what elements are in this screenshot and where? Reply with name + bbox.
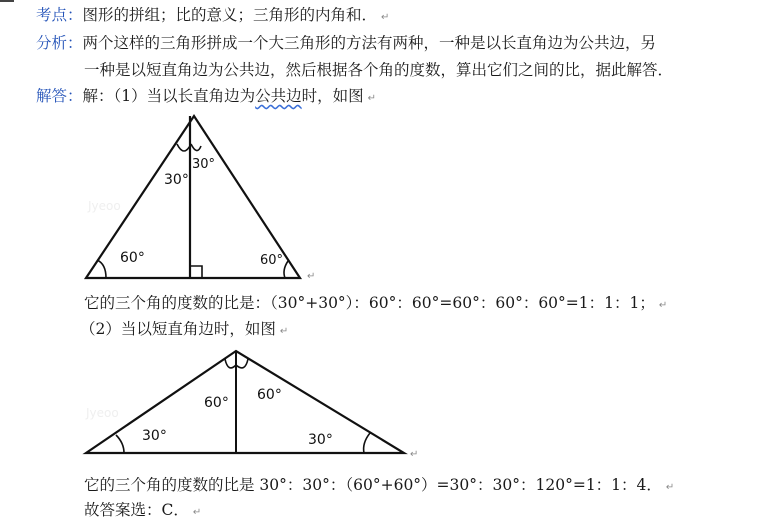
return-mark: ↵ bbox=[307, 271, 316, 282]
answer-text: 故答案选：C． bbox=[84, 501, 189, 519]
return-mark: ↵ bbox=[658, 300, 668, 311]
apex-arc-right bbox=[191, 144, 201, 151]
jieda-label: 解答： bbox=[36, 87, 83, 105]
fenxi-label: 分析： bbox=[36, 34, 83, 52]
return-mark: ↵ bbox=[367, 93, 377, 104]
answer-line bbox=[84, 500, 201, 523]
apex-arc-left bbox=[177, 144, 191, 151]
apex-arc-left bbox=[225, 359, 236, 368]
figure-2-triangle bbox=[80, 345, 420, 457]
kaodian-label: 考点： bbox=[36, 6, 83, 24]
ratio-1-text: 它的三个角的度数的比是：（30°+30°）：60°：60°=60°：60°：60°=1：1：1； bbox=[84, 294, 655, 312]
kaodian-line bbox=[36, 5, 389, 28]
fenxi-line-2 bbox=[84, 60, 673, 80]
case-2-text: （2）当以短直角边时，如图 bbox=[80, 320, 276, 338]
angle-label-apex-right: 60° bbox=[257, 387, 282, 403]
return-mark: ↵ bbox=[381, 12, 390, 23]
bottom-right-arc bbox=[364, 433, 370, 453]
angle-label-apex-left: 60° bbox=[204, 395, 229, 411]
fenxi-text-2: 一种是以短直角边为公共边，然后根据各个角的度数，算出它们之间的比，据此解答． bbox=[84, 61, 674, 79]
bottom-left-arc bbox=[116, 435, 124, 453]
angle-label-bottom-right: 30° bbox=[308, 432, 333, 448]
figure-1-triangle bbox=[80, 112, 320, 287]
fenxi-line bbox=[36, 33, 656, 53]
ratio-1-line bbox=[84, 293, 667, 316]
jieda-prefix: 解：（1）当以长直角边为 bbox=[82, 87, 256, 105]
right-angle-mark bbox=[190, 266, 202, 278]
apex-arc-right bbox=[236, 359, 248, 368]
angle-label-bottom-left: 60° bbox=[120, 250, 145, 266]
fenxi-text-1: 两个这样的三角形拼成一个大三角形的方法有两种，一种是以长直角边为公共边，另 bbox=[82, 34, 657, 52]
watermark: Jyeoo bbox=[88, 199, 121, 213]
return-mark: ↵ bbox=[665, 482, 675, 493]
jieda-wavy-term: 公共边 bbox=[255, 87, 302, 105]
jieda-line bbox=[36, 86, 376, 109]
kaodian-text: 图形的拼组；比的意义；三角形的内角和． bbox=[82, 6, 378, 24]
ratio-2-line bbox=[84, 475, 674, 498]
angle-label-bottom-left: 30° bbox=[142, 428, 167, 444]
angle-label-apex-right: 30° bbox=[192, 157, 216, 172]
return-mark: ↵ bbox=[410, 449, 419, 460]
bottom-right-arc bbox=[284, 261, 288, 278]
return-mark: ↵ bbox=[279, 326, 289, 337]
angle-label-apex-left: 30° bbox=[164, 172, 189, 188]
corner-mark bbox=[0, 0, 14, 2]
return-mark: ↵ bbox=[192, 507, 202, 518]
jieda-suffix: 时，如图 bbox=[301, 87, 364, 105]
watermark: Jyeoo bbox=[86, 406, 119, 420]
ratio-2-text: 它的三个角的度数的比是 30°：30°：（60°+60°）=30°：30°：120°=1：1：4． bbox=[84, 476, 662, 494]
angle-label-bottom-right: 60° bbox=[260, 253, 284, 268]
case-2-line bbox=[80, 319, 288, 342]
bottom-left-arc bbox=[97, 260, 106, 278]
